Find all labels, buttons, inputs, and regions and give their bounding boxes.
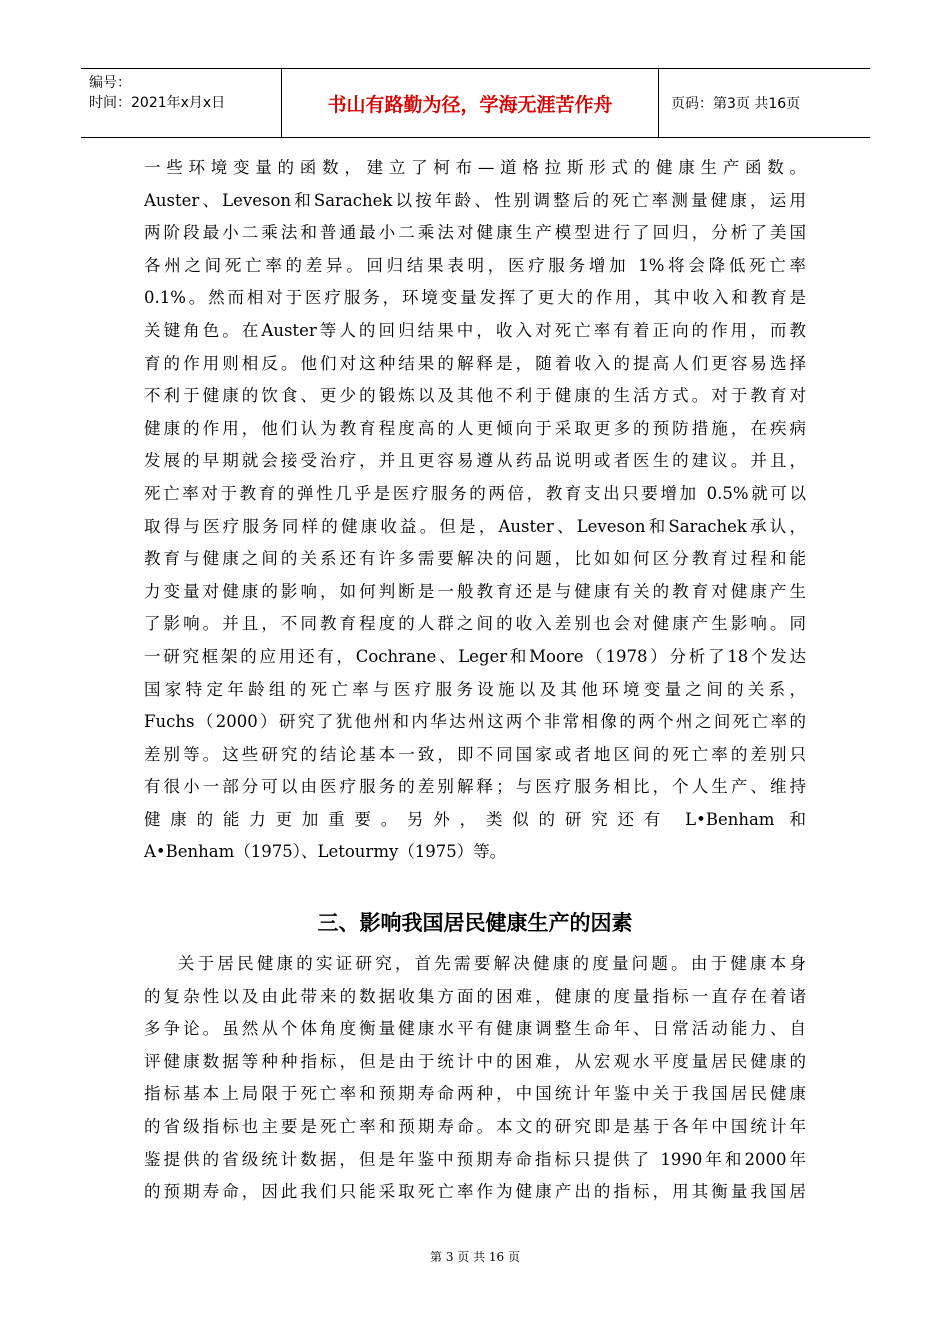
text-line: 发展的早期就会接受治疗，并且更容易遵从药品说明或者医生的建议。并且， (144, 451, 806, 471)
text-line: 了影响。并且，不同教育程度的人群之间的收入差别也会对健康产生影响。同 (144, 614, 806, 634)
text-line: 评健康数据等种种指标，但是由于统计中的困难，从宏观水平度量居民健康的 (144, 1051, 806, 1071)
text-line: 取得与医疗服务同样的健康收益。但是，Auster、Leveson和Sarachek承认， (144, 516, 806, 536)
text-line: 有很小一部分可以由医疗服务的差别解释；与医疗服务相比，个人生产、维持 (144, 777, 806, 797)
text-line: 一些环境变量的函数，建立了柯布—道格拉斯形式的健康生产函数。 (144, 158, 806, 177)
text-line: 国家特定年龄组的死亡率与医疗服务设施以及其他环境变量之间的关系， (144, 679, 806, 699)
text-line: 力变量对健康的影响，如何判断是一般教育还是与健康有关的教育对健康产生 (144, 581, 806, 601)
text-line: 健康的作用，他们认为教育程度高的人更倾向于采取更多的预防措施，在疾病 (144, 418, 806, 438)
section-heading: 三、影响我国居民健康生产的因素 (317, 911, 633, 935)
text-line: 教育与健康之间的关系还有许多需要解决的问题，比如如何区分教育过程和能 (144, 549, 806, 569)
text-line: 0.1%。然而相对于医疗服务，环境变量发挥了更大的作用，其中收入和教育是 (144, 288, 806, 308)
text-line: 多争论。虽然从个体角度衡量健康水平有健康调整生命年、日常活动能力、自 (144, 1019, 806, 1039)
text-line: 指标基本上局限于死亡率和预期寿命两种，中国统计年鉴中关于我国居民健康 (144, 1084, 806, 1104)
page-footer: 第 3 页 共 16 页 (430, 1250, 520, 1264)
text-line: 的复杂性以及由此带来的数据收集方面的困难，健康的度量指标一直存在着诸 (144, 986, 806, 1006)
body-paragraph-1 (144, 152, 806, 869)
text-line: 的预期寿命，因此我们只能采取死亡率作为健康产出的指标，用其衡量我国居 (144, 1182, 806, 1202)
text-line: Auster、Leveson和Sarachek以按年龄、性别调整后的死亡率测量健康，运用 (144, 190, 806, 210)
text-line: 死亡率对于教育的弹性几乎是医疗服务的两倍，教育支出只要增加 0.5%就可以 (144, 483, 806, 503)
text-line: 两阶段最小二乘法和普通最小二乘法对健康生产模型进行了回归，分析了美国 (144, 223, 806, 243)
header-meta (81, 69, 282, 137)
document-time-label: 时间：2021年x月x日 (89, 95, 226, 111)
text-line: 一研究框架的应用还有，Cochrane、Leger和Moore（1978）分析了18个发达 (144, 646, 806, 666)
text-line: 健康的能力更加重要。另外，类似的研究还有 L•Benham 和 (144, 809, 806, 829)
text-line: 育的作用则相反。他们对这种结果的解释是，随着收入的提高人们更容易选择 (144, 353, 806, 373)
text-line: 关键角色。在Auster等人的回归结果中，收入对死亡率有着正向的作用，而教 (144, 320, 806, 340)
text-line: A•Benham（1975）、Letourmy（1975）等。 (144, 842, 507, 862)
text-line: 各州之间死亡率的差异。回归结果表明，医疗服务增加 1%将会降低死亡率 (144, 255, 806, 275)
document-header (81, 68, 870, 138)
text-line: 的省级指标也主要是死亡率和预期寿命。本文的研究即是基于各年中国统计年 (144, 1116, 806, 1136)
header-page-info: 页码：第3页 共16页 (671, 96, 801, 112)
document-number-label: 编号： (89, 75, 131, 91)
text-line: 不利于健康的饮食、更少的锻炼以及其他不利于健康的生活方式。对于教育对 (144, 386, 806, 406)
header-motto: 书山有路勤为径，学海无涯苦作舟 (282, 69, 659, 137)
text-line: 鉴提供的省级统计数据，但是年鉴中预期寿命指标只提供了 1990年和2000年 (144, 1149, 806, 1169)
text-line: Fuchs（2000）研究了犹他州和内华达州这两个非常相像的两个州之间死亡率的 (144, 712, 806, 732)
body-paragraph-2 (144, 948, 806, 1209)
text-line: 关于居民健康的实证研究，首先需要解决健康的度量问题。由于健康本身 (144, 954, 806, 973)
text-line: 差别等。这些研究的结论基本一致，即不同国家或者地区间的死亡率的差别只 (144, 744, 806, 764)
